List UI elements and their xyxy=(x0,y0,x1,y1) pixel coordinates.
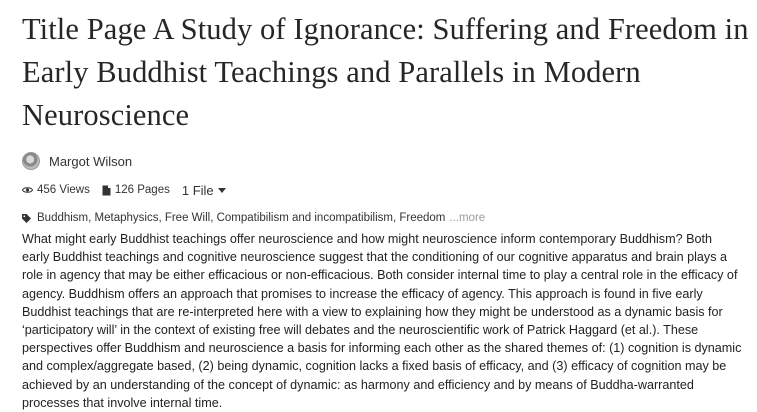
author-row xyxy=(22,151,750,171)
paper-page xyxy=(22,0,750,412)
views-label: 456 Views xyxy=(37,184,90,196)
paper-title: Title Page A Study of Ignorance: Suffering and Freedom in Early Buddhist Teachings and Parallels in Modern Neuroscience xyxy=(22,12,749,132)
document-icon xyxy=(102,185,111,196)
caret-down-icon xyxy=(218,188,226,193)
tags-row xyxy=(22,209,750,227)
tag-icon xyxy=(22,214,31,223)
avatar[interactable] xyxy=(22,152,40,170)
author-name-link[interactable]: Margot Wilson xyxy=(49,153,133,169)
abstract-text: What might early Buddhist teachings offer neuroscience and how might neuroscience inform contemporary Buddhism? Both early Buddhist teachings and cognitive neuroscience suggest that the conditioning of our cognitive apparatus and brain plays a role in agency that may be either efficacious or non-efficacious. Both consider internal time to play a central role in the efficacy of agency. Buddhism offers an approach that promises to increase the efficacy of agency. This approach is found in five early Buddhist teachings that are re-interpreted here with a view to explaining how they might be understood as a dynamic basis for ‘participatory will’ in the context of existing free will debates and the neuroscientific work of Patrick Haggard (et al.). These perspectives offer Buddhism and neuroscience a basis for informing each other as the shared themes of: (1) cognition is dynamic and complex/aggregate based, (2) being dynamic, cognition lacks a fixed basis of efficacy, and (3) efficacy of cognition may be achieved by an understanding of the concept of dynamic: as harmony and efficiency and by means of Buddha-warranted processes that involve internal time. xyxy=(22,232,742,410)
views-count xyxy=(22,184,90,196)
more-tags-link[interactable]: ...more xyxy=(449,212,486,224)
eye-icon xyxy=(22,186,33,194)
paper-stats xyxy=(22,181,750,199)
files-dropdown[interactable] xyxy=(182,183,226,198)
pages-count xyxy=(102,184,170,196)
tag-list[interactable]: Buddhism, Metaphysics, Free Will, Compatibilism and incompatibilism, Freedom xyxy=(37,212,446,224)
pages-label: 126 Pages xyxy=(114,184,170,196)
files-label: 1 File xyxy=(181,182,214,198)
